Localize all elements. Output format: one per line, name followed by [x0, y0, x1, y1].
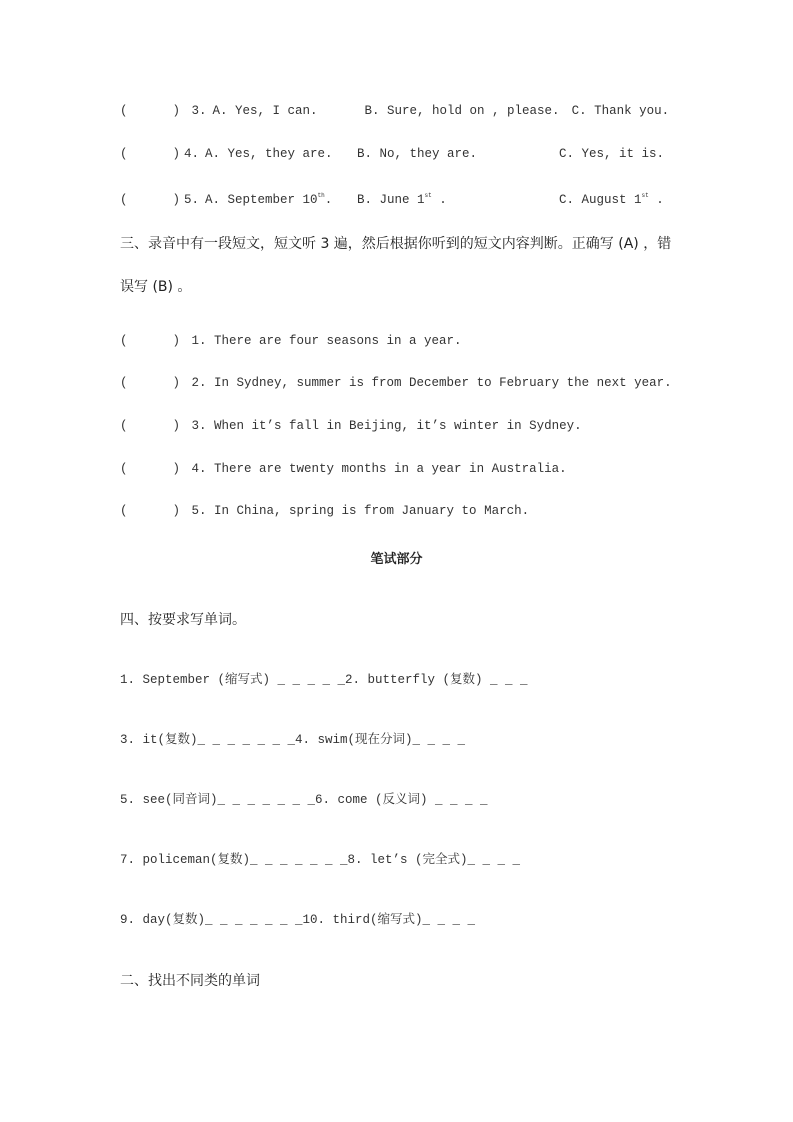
word-task-line: 3. it(复数)_ _ _ _ _ _ _4. swim(现在分词)_ _ _ _ — [120, 733, 466, 747]
option-b: B. Sure, hold on , please. — [364, 104, 560, 118]
option-b: B. June 1st . — [357, 192, 447, 207]
word-task-line: 5. see(同音词)_ _ _ _ _ _ _6. come (反义词) _ _ _ _ — [120, 793, 488, 807]
written-part-title: 笔试部分 — [370, 552, 423, 567]
answer-blank[interactable]: ( ) — [120, 376, 181, 390]
answer-blank[interactable]: ( ) — [120, 334, 181, 348]
answer-blank[interactable]: ( ) — [120, 193, 181, 207]
question-number: 5. — [184, 193, 200, 207]
section4-title: 四、按要求写单词。 — [120, 612, 246, 628]
judge-item-1 — [120, 333, 462, 349]
statement: 3. When it’s fall in Beijing, it’s winter in Sydney. — [184, 419, 582, 433]
section5-title: 二、找出不同类的单词 — [120, 973, 260, 989]
statement: 1. There are four seasons in a year. — [184, 334, 462, 348]
answer-blank[interactable]: ( ) — [120, 147, 181, 161]
word-task-line: 7. policeman(复数)_ _ _ _ _ _ _8. let’s (完全式)_ _ _ _ — [120, 853, 521, 867]
judge-item-4 — [120, 461, 567, 477]
option-c: C. Thank you. — [571, 104, 670, 118]
answer-blank[interactable]: ( ) — [120, 504, 181, 518]
answer-blank[interactable]: ( ) — [120, 462, 181, 476]
option-c: C. Yes, it is. — [559, 147, 665, 161]
judge-item-2 — [120, 375, 672, 391]
answer-blank[interactable]: ( ) — [120, 419, 181, 433]
question-number: 3. — [184, 104, 207, 118]
option-a: A. Yes, I can. — [212, 104, 318, 118]
judge-item-5 — [120, 503, 529, 519]
option-c: C. August 1st . — [559, 192, 664, 207]
option-b: B. No, they are. — [357, 147, 478, 161]
choice-row-3 — [120, 103, 669, 119]
statement: 2. In Sydney, summer is from December to February the next year. — [184, 376, 672, 390]
choice-row-4 — [120, 146, 664, 162]
word-task-line: 1. September (缩写式) _ _ _ _ _2. butterfly (复数) _ _ _ — [120, 673, 528, 687]
section3-instruction-cont: 误写 (B) 。 — [120, 279, 192, 295]
section3-instruction: 三、录音中有一段短文，短文听 3 遍，然后根据你听到的短文内容判断。正确写 (A) ，错 — [120, 236, 672, 252]
option-a: A. September 10th. — [205, 192, 333, 207]
statement: 4. There are twenty months in a year in Australia. — [184, 462, 567, 476]
word-task-line: 9. day(复数)_ _ _ _ _ _ _10. third(缩写式)_ _ _ _ — [120, 913, 476, 927]
question-number: 4. — [184, 147, 200, 161]
judge-item-3 — [120, 418, 582, 434]
choice-row-5 — [120, 188, 664, 208]
answer-blank[interactable]: ( ) — [120, 104, 181, 118]
option-a: A. Yes, they are. — [205, 147, 333, 161]
statement: 5. In China, spring is from January to March. — [184, 504, 530, 518]
